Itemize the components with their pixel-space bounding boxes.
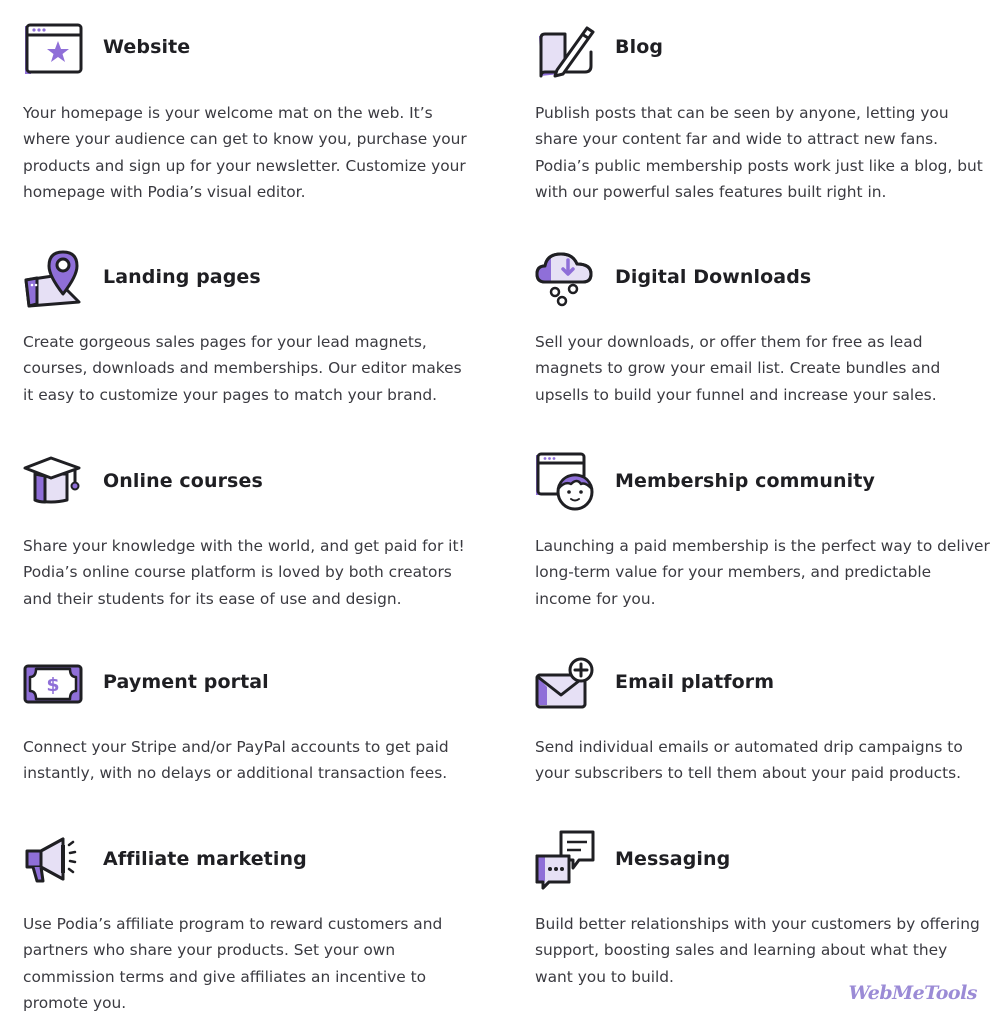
feature-digital-downloads (535, 248, 995, 404)
feature-website (23, 22, 483, 202)
feature-membership-community (535, 452, 995, 608)
feature-description: Build better relationships with your customers by offering support, boosting sales and learning about what they want you to build. (535, 915, 980, 986)
pen-book-icon (535, 22, 595, 82)
watermark-logo: WebMeTools (848, 982, 977, 1004)
feature-title: Landing pages (103, 266, 261, 288)
feature-payment-portal (23, 657, 483, 783)
feature-title: Email platform (615, 671, 775, 693)
cloud-download-icon (535, 248, 595, 308)
feature-title: Blog (615, 36, 664, 58)
feature-title: Payment portal (103, 671, 269, 693)
feature-description: Launching a paid membership is the perfect way to deliver long-term value for your members, and predictable income for you. (535, 537, 990, 608)
feature-messaging (535, 830, 995, 986)
feature-description: Share your knowledge with the world, and get paid for it! Podia’s online course platform is loved by both creators and their students for its ease of use and design. (23, 537, 465, 608)
feature-blog (535, 22, 995, 202)
feature-description: Your homepage is your welcome mat on the web. It’s where your audience can get to know you, purchase your products and sign up for your newsletter. Customize your homepage with Podia’s visual editor. (23, 104, 467, 202)
feature-description: Use Podia’s affiliate program to reward customers and partners who share your products. Set your own commission terms and give affiliates an incentive to promote you. (23, 915, 443, 1013)
megaphone-icon (23, 833, 83, 893)
feature-title: Digital Downloads (615, 266, 812, 288)
feature-description: Sell your downloads, or offer them for free as lead magnets to grow your email list. Create bundles and upsells to build your funnel and increase your sales. (535, 333, 941, 404)
feature-description: Connect your Stripe and/or PayPal accounts to get paid instantly, with no delays or additional transaction fees. (23, 738, 449, 783)
graduation-cap-icon (23, 454, 83, 514)
envelope-plus-icon (535, 655, 595, 715)
feature-description: Publish posts that can be seen by anyone, letting you share your content far and wide to attract new fans. Podia’s public membership posts work just like a blog, but with our powerful sales features built right in. (535, 104, 983, 202)
feature-title: Affiliate marketing (103, 848, 307, 870)
feature-title: Membership community (615, 470, 875, 492)
feature-title: Online courses (103, 470, 263, 492)
feature-title: Website (103, 36, 191, 58)
feature-email-platform (535, 655, 995, 783)
feature-online-courses (23, 454, 483, 608)
browser-star-icon (23, 22, 83, 82)
browser-face-icon (535, 452, 595, 512)
svg-text:$: $ (46, 674, 60, 696)
feature-affiliate-marketing (23, 833, 483, 1013)
feature-description: Send individual emails or automated drip campaigns to your subscribers to tell them about your paid products. (535, 738, 963, 783)
feature-description: Create gorgeous sales pages for your lead magnets, courses, downloads and memberships. Our editor makes it easy to customize your pages to match your brand. (23, 333, 462, 404)
chat-bubbles-icon (535, 830, 595, 890)
feature-landing-pages (23, 250, 483, 404)
map-pin-icon (23, 250, 83, 310)
dollar-bill-icon (23, 657, 83, 717)
feature-title: Messaging (615, 848, 731, 870)
